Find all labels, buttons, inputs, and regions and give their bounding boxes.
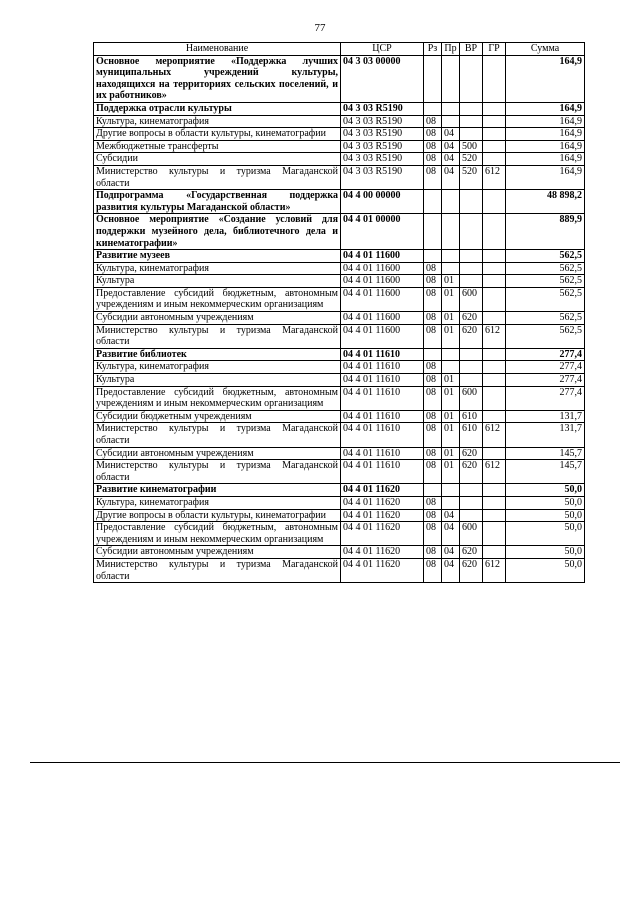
- cell-csr: 04 4 01 11610: [341, 348, 424, 361]
- cell-sum: 50,0: [506, 558, 585, 582]
- cell-pr: 01: [442, 386, 460, 410]
- cell-gr: 612: [483, 423, 506, 447]
- cell-sum: 277,4: [506, 374, 585, 387]
- cell-csr: 04 4 01 11610: [341, 361, 424, 374]
- cell-gr: 612: [483, 165, 506, 189]
- cell-vr: 620: [460, 312, 483, 325]
- cell-rz: 08: [424, 558, 442, 582]
- cell-rz: [424, 250, 442, 263]
- cell-pr: [442, 250, 460, 263]
- cell-sum: 164,9: [506, 115, 585, 128]
- cell-vr: [460, 348, 483, 361]
- cell-rz: [424, 55, 442, 102]
- cell-csr: 04 4 01 11600: [341, 262, 424, 275]
- cell-sum: 131,7: [506, 423, 585, 447]
- cell-rz: 08: [424, 410, 442, 423]
- cell-name: Министерство культуры и туризма Магаданской области: [94, 324, 341, 348]
- cell-csr: 04 4 01 11620: [341, 484, 424, 497]
- table-row: [94, 509, 585, 522]
- header-rz: Рз: [424, 43, 442, 56]
- cell-pr: 01: [442, 287, 460, 311]
- cell-name: Субсидии автономным учреждениям: [94, 447, 341, 460]
- cell-name: Культура, кинематография: [94, 115, 341, 128]
- cell-csr: 04 4 01 11610: [341, 410, 424, 423]
- cell-sum: 277,4: [506, 386, 585, 410]
- cell-gr: [483, 214, 506, 250]
- table-row: [94, 460, 585, 484]
- cell-vr: 520: [460, 165, 483, 189]
- cell-rz: 08: [424, 128, 442, 141]
- cell-pr: 04: [442, 165, 460, 189]
- header-gr: ГР: [483, 43, 506, 56]
- cell-pr: 04: [442, 153, 460, 166]
- cell-gr: [483, 102, 506, 115]
- cell-rz: 08: [424, 496, 442, 509]
- cell-vr: [460, 190, 483, 214]
- cell-pr: 04: [442, 509, 460, 522]
- cell-sum: 277,4: [506, 361, 585, 374]
- cell-rz: [424, 214, 442, 250]
- cell-pr: 04: [442, 128, 460, 141]
- cell-name: Министерство культуры и туризма Магаданской области: [94, 460, 341, 484]
- cell-pr: [442, 484, 460, 497]
- cell-csr: 04 4 01 11620: [341, 558, 424, 582]
- cell-vr: [460, 214, 483, 250]
- table-row: [94, 250, 585, 263]
- cell-name: Культура: [94, 275, 341, 288]
- table-row: [94, 115, 585, 128]
- cell-rz: 08: [424, 423, 442, 447]
- cell-gr: [483, 447, 506, 460]
- cell-name: Другие вопросы в области культуры, кинематографии: [94, 509, 341, 522]
- cell-rz: 08: [424, 447, 442, 460]
- cell-name: Субсидии автономным учреждениям: [94, 312, 341, 325]
- table-row: [94, 324, 585, 348]
- cell-gr: 612: [483, 460, 506, 484]
- cell-pr: [442, 348, 460, 361]
- cell-name: Культура, кинематография: [94, 262, 341, 275]
- table-row: [94, 423, 585, 447]
- cell-vr: 610: [460, 423, 483, 447]
- table-row: [94, 496, 585, 509]
- cell-vr: 620: [460, 324, 483, 348]
- cell-sum: 48 898,2: [506, 190, 585, 214]
- table-row: [94, 386, 585, 410]
- cell-csr: 04 3 03 R5190: [341, 153, 424, 166]
- cell-name: Субсидии бюджетным учреждениям: [94, 410, 341, 423]
- cell-sum: 164,9: [506, 165, 585, 189]
- budget-table: [93, 42, 585, 583]
- cell-rz: [424, 102, 442, 115]
- cell-vr: 610: [460, 410, 483, 423]
- cell-rz: 08: [424, 361, 442, 374]
- cell-csr: 04 3 03 R5190: [341, 140, 424, 153]
- cell-sum: 562,5: [506, 275, 585, 288]
- table-row: [94, 361, 585, 374]
- cell-csr: 04 4 01 11620: [341, 496, 424, 509]
- cell-sum: 50,0: [506, 522, 585, 546]
- cell-pr: [442, 102, 460, 115]
- cell-gr: [483, 496, 506, 509]
- cell-name: Субсидии автономным учреждениям: [94, 546, 341, 559]
- cell-vr: [460, 496, 483, 509]
- cell-sum: 50,0: [506, 546, 585, 559]
- cell-csr: 04 4 01 11620: [341, 546, 424, 559]
- cell-name: Министерство культуры и туризма Магаданской области: [94, 558, 341, 582]
- table-row: [94, 55, 585, 102]
- cell-gr: [483, 546, 506, 559]
- cell-gr: [483, 128, 506, 141]
- cell-sum: 50,0: [506, 484, 585, 497]
- cell-name: Развитие библиотек: [94, 348, 341, 361]
- cell-vr: 500: [460, 140, 483, 153]
- table-row: [94, 128, 585, 141]
- table-row: [94, 214, 585, 250]
- cell-pr: [442, 115, 460, 128]
- cell-csr: 04 4 01 11610: [341, 460, 424, 484]
- cell-sum: 562,5: [506, 312, 585, 325]
- table-row: [94, 312, 585, 325]
- cell-vr: [460, 484, 483, 497]
- cell-name: Основное мероприятие «Поддержка лучших муниципальных учреждений культуры, находящихся на территориях сельских поселений, и их работников»: [94, 55, 341, 102]
- cell-vr: 620: [460, 460, 483, 484]
- cell-rz: 08: [424, 312, 442, 325]
- table-row: [94, 374, 585, 387]
- cell-name: Развитие кинематографии: [94, 484, 341, 497]
- cell-gr: [483, 115, 506, 128]
- cell-csr: 04 4 01 11610: [341, 423, 424, 447]
- cell-csr: 04 4 01 11600: [341, 287, 424, 311]
- cell-name: Предоставление субсидий бюджетным, автономным учреждениям и иным некоммерческим организациям: [94, 386, 341, 410]
- cell-sum: 164,9: [506, 102, 585, 115]
- header-name: Наименование: [94, 43, 341, 56]
- cell-sum: 131,7: [506, 410, 585, 423]
- cell-vr: [460, 55, 483, 102]
- cell-sum: 50,0: [506, 509, 585, 522]
- cell-pr: 01: [442, 410, 460, 423]
- cell-vr: 620: [460, 447, 483, 460]
- cell-vr: 620: [460, 558, 483, 582]
- cell-sum: 562,5: [506, 287, 585, 311]
- cell-vr: [460, 250, 483, 263]
- cell-gr: [483, 55, 506, 102]
- cell-name: Поддержка отрасли культуры: [94, 102, 341, 115]
- cell-vr: [460, 128, 483, 141]
- cell-rz: 08: [424, 386, 442, 410]
- table-row: [94, 447, 585, 460]
- cell-name: Предоставление субсидий бюджетным, автономным учреждениям и иным некоммерческим организациям: [94, 522, 341, 546]
- cell-pr: 04: [442, 522, 460, 546]
- cell-pr: 01: [442, 460, 460, 484]
- cell-name: Другие вопросы в области культуры, кинематографии: [94, 128, 341, 141]
- cell-gr: [483, 348, 506, 361]
- cell-sum: 164,9: [506, 153, 585, 166]
- cell-vr: [460, 509, 483, 522]
- cell-gr: [483, 140, 506, 153]
- cell-csr: 04 3 03 00000: [341, 55, 424, 102]
- cell-pr: 01: [442, 324, 460, 348]
- cell-vr: [460, 361, 483, 374]
- cell-csr: 04 4 01 11600: [341, 324, 424, 348]
- cell-rz: [424, 190, 442, 214]
- cell-rz: 08: [424, 275, 442, 288]
- cell-vr: [460, 115, 483, 128]
- cell-name: Культура, кинематография: [94, 361, 341, 374]
- cell-vr: 600: [460, 386, 483, 410]
- table-body: [94, 55, 585, 583]
- cell-csr: 04 3 03 R5190: [341, 115, 424, 128]
- cell-rz: 08: [424, 509, 442, 522]
- cell-pr: [442, 496, 460, 509]
- cell-rz: 08: [424, 324, 442, 348]
- cell-rz: 08: [424, 262, 442, 275]
- cell-rz: 08: [424, 546, 442, 559]
- table-row: [94, 153, 585, 166]
- cell-sum: 164,9: [506, 128, 585, 141]
- table-row: [94, 140, 585, 153]
- header-csr: ЦСР: [341, 43, 424, 56]
- cell-rz: [424, 484, 442, 497]
- cell-rz: [424, 348, 442, 361]
- cell-gr: [483, 374, 506, 387]
- cell-vr: 620: [460, 546, 483, 559]
- cell-gr: [483, 190, 506, 214]
- cell-rz: 08: [424, 140, 442, 153]
- cell-pr: 01: [442, 275, 460, 288]
- cell-name: Развитие музеев: [94, 250, 341, 263]
- cell-gr: 612: [483, 558, 506, 582]
- cell-vr: 520: [460, 153, 483, 166]
- table-row: [94, 287, 585, 311]
- cell-gr: [483, 153, 506, 166]
- table-row: [94, 484, 585, 497]
- cell-csr: 04 4 01 11600: [341, 275, 424, 288]
- cell-name: Подпрограмма «Государственная поддержка развития культуры Магаданской области»: [94, 190, 341, 214]
- cell-csr: 04 4 01 11610: [341, 386, 424, 410]
- header-vr: ВР: [460, 43, 483, 56]
- cell-pr: 01: [442, 312, 460, 325]
- table-header-row: [94, 43, 585, 56]
- cell-pr: 04: [442, 558, 460, 582]
- cell-csr: 04 4 01 11610: [341, 374, 424, 387]
- cell-sum: 562,5: [506, 324, 585, 348]
- cell-csr: 04 4 00 00000: [341, 190, 424, 214]
- cell-rz: 08: [424, 287, 442, 311]
- cell-pr: 04: [442, 546, 460, 559]
- cell-sum: 164,9: [506, 55, 585, 102]
- cell-gr: [483, 287, 506, 311]
- table-row: [94, 410, 585, 423]
- header-sum: Сумма: [506, 43, 585, 56]
- cell-gr: [483, 250, 506, 263]
- cell-csr: 04 4 01 00000: [341, 214, 424, 250]
- cell-gr: [483, 386, 506, 410]
- cell-gr: [483, 262, 506, 275]
- cell-rz: 08: [424, 153, 442, 166]
- table-row: [94, 102, 585, 115]
- cell-csr: 04 4 01 11600: [341, 312, 424, 325]
- cell-csr: 04 4 01 11620: [341, 509, 424, 522]
- cell-vr: 600: [460, 287, 483, 311]
- cell-gr: [483, 361, 506, 374]
- cell-sum: 277,4: [506, 348, 585, 361]
- cell-name: Субсидии: [94, 153, 341, 166]
- cell-name: Основное мероприятие «Создание условий для поддержки музейного дела, библиотечного дела и кинематографии»: [94, 214, 341, 250]
- cell-csr: 04 4 01 11600: [341, 250, 424, 263]
- cell-sum: 145,7: [506, 460, 585, 484]
- cell-csr: 04 4 01 11610: [341, 447, 424, 460]
- cell-name: Министерство культуры и туризма Магаданской области: [94, 165, 341, 189]
- table-row: [94, 275, 585, 288]
- cell-gr: [483, 312, 506, 325]
- cell-csr: 04 3 03 R5190: [341, 165, 424, 189]
- cell-pr: [442, 190, 460, 214]
- cell-vr: [460, 102, 483, 115]
- cell-rz: 08: [424, 522, 442, 546]
- cell-pr: 01: [442, 447, 460, 460]
- cell-sum: 145,7: [506, 447, 585, 460]
- table-row: [94, 262, 585, 275]
- cell-vr: [460, 374, 483, 387]
- cell-name: Предоставление субсидий бюджетным, автономным учреждениям и иным некоммерческим организациям: [94, 287, 341, 311]
- cell-pr: 04: [442, 140, 460, 153]
- cell-name: Межбюджетные трансферты: [94, 140, 341, 153]
- cell-name: Министерство культуры и туризма Магаданской области: [94, 423, 341, 447]
- cell-csr: 04 3 03 R5190: [341, 102, 424, 115]
- cell-pr: 01: [442, 423, 460, 447]
- cell-rz: 08: [424, 115, 442, 128]
- cell-pr: [442, 55, 460, 102]
- cell-sum: 889,9: [506, 214, 585, 250]
- cell-csr: 04 3 03 R5190: [341, 128, 424, 141]
- cell-pr: [442, 262, 460, 275]
- table-row: [94, 165, 585, 189]
- cell-name: Культура, кинематография: [94, 496, 341, 509]
- table-row: [94, 190, 585, 214]
- cell-name: Культура: [94, 374, 341, 387]
- cell-pr: 01: [442, 374, 460, 387]
- cell-gr: 612: [483, 324, 506, 348]
- header-pr: Пр: [442, 43, 460, 56]
- page-number: 77: [314, 22, 326, 34]
- table-row: [94, 546, 585, 559]
- cell-sum: 164,9: [506, 140, 585, 153]
- cell-sum: 50,0: [506, 496, 585, 509]
- cell-rz: 08: [424, 374, 442, 387]
- bottom-divider: [30, 762, 620, 763]
- cell-csr: 04 4 01 11620: [341, 522, 424, 546]
- table-row: [94, 522, 585, 546]
- cell-sum: 562,5: [506, 262, 585, 275]
- cell-vr: 600: [460, 522, 483, 546]
- cell-pr: [442, 361, 460, 374]
- cell-gr: [483, 522, 506, 546]
- cell-sum: 562,5: [506, 250, 585, 263]
- cell-rz: 08: [424, 460, 442, 484]
- cell-pr: [442, 214, 460, 250]
- cell-rz: 08: [424, 165, 442, 189]
- cell-gr: [483, 484, 506, 497]
- cell-gr: [483, 410, 506, 423]
- cell-vr: [460, 275, 483, 288]
- cell-gr: [483, 275, 506, 288]
- table-row: [94, 558, 585, 582]
- cell-gr: [483, 509, 506, 522]
- cell-vr: [460, 262, 483, 275]
- table-row: [94, 348, 585, 361]
